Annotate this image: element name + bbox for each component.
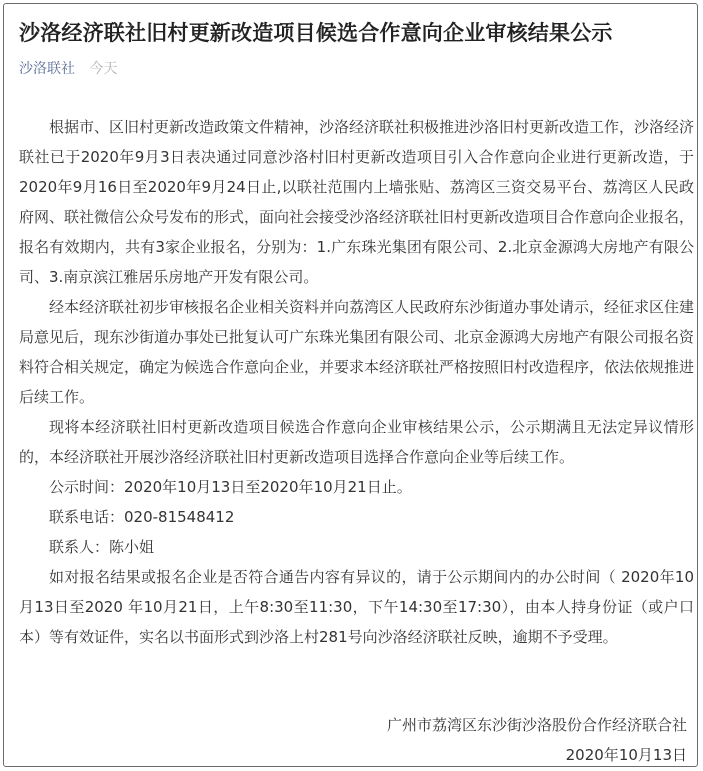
paragraph-publicity-period: 公示时间：2020年10月13日至2020年10月21日止。: [49, 478, 412, 496]
signature-organization: 广州市荔湾区东沙街沙洛股份合作经济联合社: [386, 716, 687, 734]
paragraph-contact-person: 联系人：陈小姐: [49, 538, 155, 556]
paragraph-announcement: 现将本经济联社旧村更新改造项目候选合作意向企业审核结果公示，公示期满且无法定异议情形的，本经济联社开展沙洛经济联社旧村更新改造项目选择合作意向企业等后续工作。: [19, 418, 694, 466]
paragraph-objection: 如对报名结果或报名企业是否符合通告内容有异议的，请于公示期间内的办公时间（ 2020年10月13日至2020 年10月21日，上午8:30至11:30，下午14:30至17:30），由本人持身份证（或户口本）等有效证件，实名以书面形式到沙洛上村281号向沙洛经济联社反映，逾期不予受理。: [19, 568, 694, 646]
paragraph-review: 经本经济联社初步审核报名企业相关资料并向荔湾区人民政府东沙街道办事处请示，经征求区住建局意见后，现东沙街道办事处已批复认可广东珠光集团有限公司、北京金源鸿大房地产有限公司报名资料符合相关规定，确定为候选合作意向企业，并要求本经济联社严格按照旧村改造程序，依法依规推进后续工作。: [19, 298, 695, 406]
account-name-link[interactable]: 沙洛联社: [19, 61, 75, 77]
paragraph-background: 根据市、区旧村更新改造政策文件精神，沙洛经济联社积极推进沙洛旧村更新改造工作，沙洛经济联社已于2020年9月3日表决通过同意沙洛村旧村更新改造项目引入合作意向企业进行更新改造，于2020年9月16日至2020年9月24日止,以联社范围内上墙张贴、荔湾区三资交易平台、荔湾区人民政府网、联社微信公众号发布的形式，面向社会接受沙洛经济联社旧村更新改造项目合作意向企业报名，报名有效期内，共有3家企业报名，分别为：1.广东珠光集团有限公司、2.北京金源鸿大房地产有限公司、3.南京滨江雅居乐房地产开发有限公司。: [19, 118, 695, 286]
article-title: 沙洛经济联社旧村更新改造项目候选合作意向企业审核结果公示: [19, 21, 613, 45]
signature-date: 2020年10月13日: [565, 746, 687, 764]
article-body: [19, 112, 694, 652]
article-meta: [19, 59, 117, 79]
publish-date: 今天: [89, 61, 118, 77]
article-frame: [3, 3, 698, 767]
paragraph-contact-phone: 联系电话：020-81548412: [49, 508, 235, 526]
